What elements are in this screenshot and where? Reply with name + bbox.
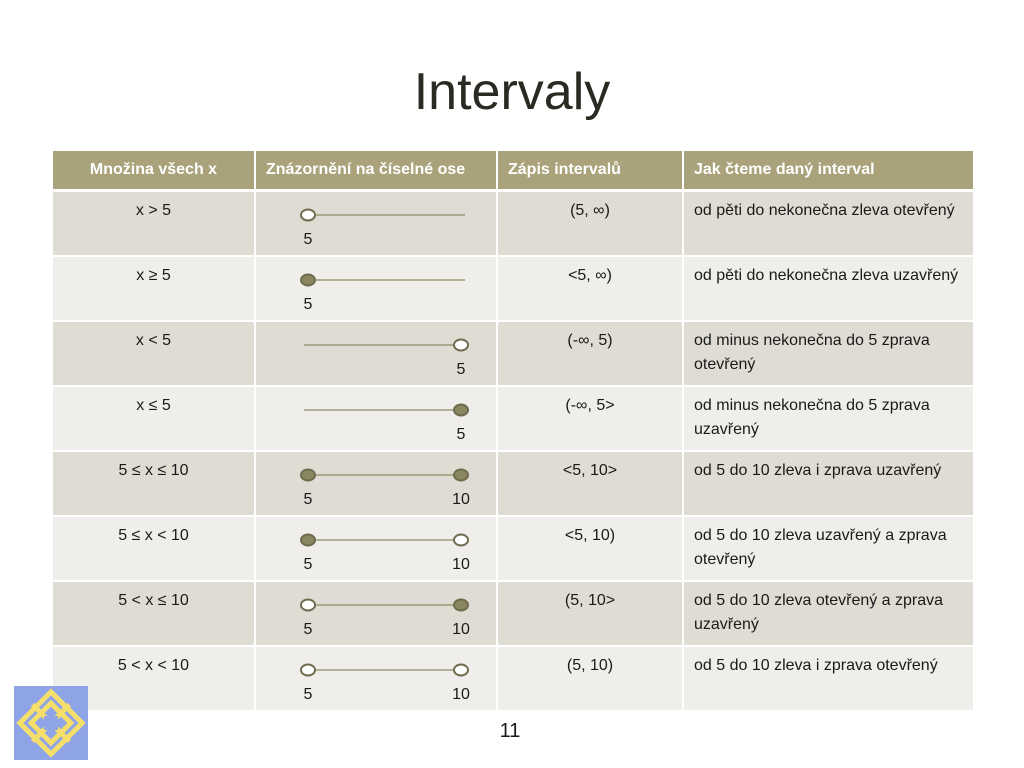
- table-row: [53, 581, 973, 646]
- number-line: [266, 654, 508, 710]
- cell-reading: od 5 do 10 zleva i zprava uzavřený: [683, 451, 973, 516]
- left-open-endpoint: [301, 665, 315, 676]
- number-line-label: 5: [303, 491, 313, 508]
- number-line-label: 5: [303, 556, 313, 573]
- cell-number-line: [255, 581, 497, 646]
- table-row: [53, 321, 973, 386]
- cell-number-line: [255, 516, 497, 581]
- number-line-label: 5: [456, 361, 466, 378]
- cell-notation: (-∞, 5>: [497, 386, 683, 451]
- right-closed-endpoint: [454, 405, 468, 416]
- cell-set: 5 < x ≤ 10: [53, 581, 255, 646]
- number-line: [266, 394, 508, 450]
- right-open-endpoint: [454, 340, 468, 351]
- number-line-label: 5: [303, 231, 313, 248]
- number-line-label: 10: [452, 556, 470, 573]
- number-line: [266, 524, 508, 580]
- cell-notation: <5, 10>: [497, 451, 683, 516]
- number-line: [266, 459, 508, 515]
- cell-notation: (5, ∞): [497, 191, 683, 257]
- cell-reading: od 5 do 10 zleva i zprava otevřený: [683, 646, 973, 711]
- number-line: [266, 589, 508, 645]
- number-line-label: 10: [452, 491, 470, 508]
- cell-notation: (5, 10>: [497, 581, 683, 646]
- cell-notation: (-∞, 5): [497, 321, 683, 386]
- header-reading: Jak čteme daný interval: [683, 151, 973, 191]
- cell-reading: od minus nekonečna do 5 zprava otevřený: [683, 321, 973, 386]
- number-line: [266, 199, 508, 255]
- cell-number-line: [255, 256, 497, 321]
- number-line-label: 5: [303, 296, 313, 313]
- left-open-endpoint: [301, 600, 315, 611]
- right-closed-endpoint: [454, 470, 468, 481]
- header-set: Množina všech x: [53, 151, 255, 191]
- cell-number-line: [255, 321, 497, 386]
- cell-number-line: [255, 451, 497, 516]
- right-open-endpoint: [454, 535, 468, 546]
- cell-notation: (5, 10): [497, 646, 683, 711]
- left-closed-endpoint: [301, 275, 315, 286]
- cell-set: x ≥ 5: [53, 256, 255, 321]
- cell-set: x < 5: [53, 321, 255, 386]
- number-line: [266, 329, 508, 385]
- right-open-endpoint: [454, 665, 468, 676]
- cell-reading: od minus nekonečna do 5 zprava uzavřený: [683, 386, 973, 451]
- cell-set: 5 ≤ x < 10: [53, 516, 255, 581]
- page-number: 11: [499, 720, 521, 742]
- left-open-endpoint: [301, 210, 315, 221]
- cell-reading: od pěti do nekonečna zleva uzavřený: [683, 256, 973, 321]
- cell-set: x ≤ 5: [53, 386, 255, 451]
- right-closed-endpoint: [454, 600, 468, 611]
- cell-reading: od 5 do 10 zleva uzavřený a zprava otevřený: [683, 516, 973, 581]
- cell-number-line: [255, 646, 497, 711]
- number-line-label: 10: [452, 686, 470, 703]
- cell-reading: od 5 do 10 zleva otevřený a zprava uzavřený: [683, 581, 973, 646]
- number-line-label: 5: [303, 686, 313, 703]
- cell-set: x > 5: [53, 191, 255, 257]
- left-closed-endpoint: [301, 535, 315, 546]
- cell-set: 5 ≤ x ≤ 10: [53, 451, 255, 516]
- cell-reading: od pěti do nekonečna zleva otevřený: [683, 191, 973, 257]
- cell-notation: <5, 10): [497, 516, 683, 581]
- table-row: [53, 386, 973, 451]
- table-row: [53, 516, 973, 581]
- header-axis: Znázornění na číselné ose: [255, 151, 497, 191]
- header-notation: Zápis intervalů: [497, 151, 683, 191]
- table-header-row: [53, 151, 973, 191]
- table-row: [53, 451, 973, 516]
- cell-notation: <5, ∞): [497, 256, 683, 321]
- number-line-label: 5: [303, 621, 313, 638]
- number-line-label: 10: [452, 621, 470, 638]
- cell-number-line: [255, 191, 497, 257]
- number-line-label: 5: [456, 426, 466, 443]
- logo-icon: [14, 686, 88, 760]
- cell-set: 5 < x < 10: [53, 646, 255, 711]
- table-row: [53, 646, 973, 711]
- number-line: [266, 264, 508, 320]
- slide-title: Intervaly: [413, 63, 611, 121]
- intervals-table: [53, 151, 973, 712]
- table-row: [53, 256, 973, 321]
- left-closed-endpoint: [301, 470, 315, 481]
- table-row: [53, 191, 973, 257]
- cell-number-line: [255, 386, 497, 451]
